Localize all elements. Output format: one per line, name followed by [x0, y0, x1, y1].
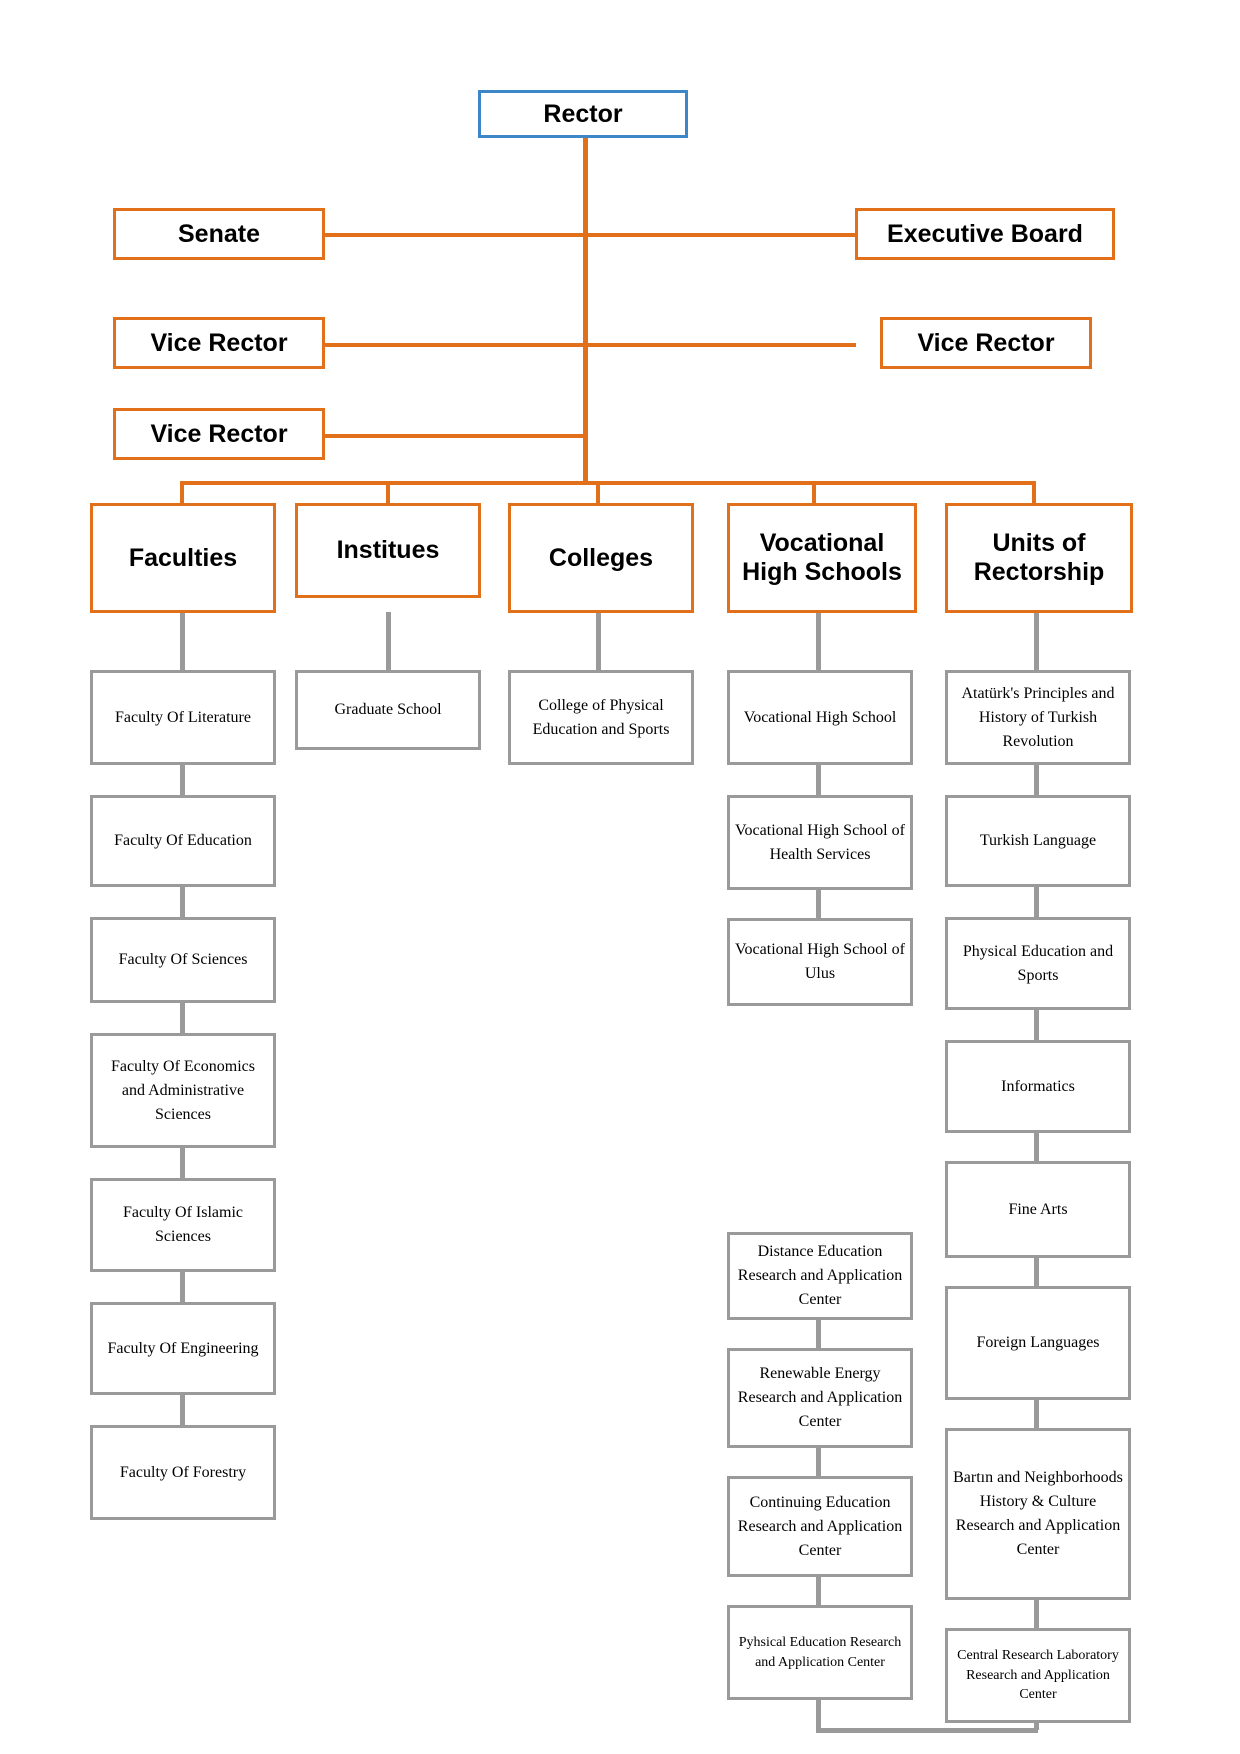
node-faculty-forestry-label: Faculty Of Forestry — [119, 1463, 247, 1481]
node-vocational-health-services[interactable] — [727, 795, 913, 890]
node-faculty-engineering-label: Faculty Of Engineering — [107, 1339, 259, 1357]
node-unit-ataturk-label: Atatürk's Principles and History of Turkish Revolution — [961, 684, 1115, 750]
connector-vocational-3 — [816, 890, 821, 918]
node-center-renewable-energy[interactable] — [727, 1348, 913, 1448]
node-faculty-sciences-label: Faculty Of Sciences — [118, 951, 248, 968]
connector-drop-institues — [386, 481, 390, 503]
connector-faculties-3 — [180, 887, 185, 917]
node-faculty-engineering[interactable] — [90, 1302, 276, 1395]
node-category-colleges[interactable] — [508, 503, 694, 613]
node-center-distance-education-label: Distance Education Research and Application Center — [737, 1243, 903, 1308]
connector-units-6 — [1034, 1258, 1039, 1286]
node-vocational-health-label: Vocational High School of Health Services — [735, 821, 905, 863]
node-college-physical-education-label: College of Physical Education and Sports — [532, 696, 670, 738]
node-vice-rector-3[interactable] — [113, 408, 325, 460]
node-center-distance-education[interactable] — [727, 1232, 913, 1320]
node-center-physical-education[interactable] — [727, 1605, 913, 1700]
node-vocational-high-school[interactable] — [727, 670, 913, 765]
node-category-colleges-label: Colleges — [548, 543, 654, 572]
node-center-renewable-energy-label: Renewable Energy Research and Application Center — [737, 1365, 903, 1430]
node-unit-central-research-label: Central Research Laboratory Research and Application Center — [957, 1648, 1119, 1703]
node-vice-rector-3-label: Vice Rector — [150, 419, 288, 448]
node-unit-physical-education-sports[interactable] — [945, 917, 1131, 1010]
connector-units-2 — [1034, 765, 1039, 795]
connector-centers-4 — [816, 1700, 821, 1730]
connector-faculties-4 — [180, 1003, 185, 1033]
node-unit-turkish-language-label: Turkish Language — [979, 832, 1097, 849]
node-vocational-ulus[interactable] — [727, 918, 913, 1006]
node-faculty-education[interactable] — [90, 795, 276, 887]
connector-units-3 — [1034, 887, 1039, 917]
connector-drop-vocational — [812, 481, 816, 503]
connector-faculties-7 — [180, 1395, 185, 1425]
node-faculty-economics-label: Faculty Of Economics and Administrative Sciences — [111, 1057, 255, 1123]
node-faculty-literature-label: Faculty Of Literature — [115, 708, 251, 726]
node-unit-physical-education-label: Physical Education and Sports — [962, 942, 1114, 984]
node-category-vocational-high-schools[interactable] — [727, 503, 917, 613]
connector-units-5 — [1034, 1133, 1039, 1161]
node-college-physical-education[interactable] — [508, 670, 694, 765]
node-unit-informatics-label: Informatics — [1001, 1077, 1075, 1095]
node-category-vocational-label: Vocational High Schools — [742, 529, 902, 586]
node-faculty-economics[interactable] — [90, 1033, 276, 1148]
node-faculty-literature[interactable] — [90, 670, 276, 765]
connector-units-7 — [1034, 1400, 1039, 1428]
node-senate[interactable] — [113, 208, 325, 260]
node-executive-board[interactable] — [855, 208, 1115, 260]
connector-vicerector-row2 — [290, 434, 586, 438]
node-unit-ataturk-principles[interactable] — [945, 670, 1131, 765]
node-vocational-ulus-label: Vocational High School of Ulus — [735, 941, 905, 982]
connector-drop-units — [1032, 481, 1036, 503]
connector-drop-colleges — [596, 481, 600, 503]
node-category-units-of-rectorship[interactable] — [945, 503, 1133, 613]
node-category-institues-label: Institues — [336, 536, 440, 565]
connector-centers-1 — [816, 1320, 821, 1348]
node-category-units-label: Units of Rectorship — [973, 529, 1105, 586]
node-unit-bartin-label: Bartın and Neighborhoods History & Culture Research and Application Center — [953, 1469, 1123, 1558]
connector-category-bar — [180, 481, 1036, 485]
connector-vocational-2 — [816, 765, 821, 795]
node-faculty-forestry[interactable] — [90, 1425, 276, 1520]
node-graduate-school-label: Graduate School — [334, 701, 442, 718]
node-center-physical-education-label: Pyhsical Education Research and Application Center — [738, 1634, 902, 1670]
node-unit-fine-arts[interactable] — [945, 1161, 1131, 1258]
connector-centers-2 — [816, 1448, 821, 1476]
connector-units-1 — [1034, 612, 1039, 670]
connector-vocational-1 — [816, 612, 821, 670]
connector-bottom-bar — [816, 1728, 1038, 1733]
connector-rector-spine — [583, 134, 588, 484]
node-vice-rector-2-label: Vice Rector — [917, 328, 1055, 357]
node-senate-label: Senate — [178, 219, 260, 248]
node-faculty-education-label: Faculty Of Education — [114, 832, 252, 849]
connector-faculties-1 — [180, 612, 185, 670]
node-vice-rector-1[interactable] — [113, 317, 325, 369]
node-category-institues[interactable] — [295, 503, 481, 598]
node-faculty-islamic-sciences[interactable] — [90, 1178, 276, 1272]
connector-institues-1 — [386, 612, 391, 670]
node-graduate-school[interactable] — [295, 670, 481, 750]
connector-units-4 — [1034, 1010, 1039, 1040]
connector-drop-faculties — [180, 481, 184, 503]
connector-vicerector-row1 — [290, 343, 856, 347]
node-executive-board-label: Executive Board — [887, 219, 1083, 248]
connector-centers-3 — [816, 1577, 821, 1605]
node-vice-rector-2[interactable] — [880, 317, 1092, 369]
node-unit-turkish-language[interactable] — [945, 795, 1131, 887]
node-rector-label: Rector — [543, 99, 623, 128]
connector-colleges-1 — [596, 612, 601, 670]
node-faculty-sciences[interactable] — [90, 917, 276, 1003]
node-unit-fine-arts-label: Fine Arts — [1008, 1200, 1068, 1218]
node-unit-foreign-languages[interactable] — [945, 1286, 1131, 1400]
node-center-continuing-education-label: Continuing Education Research and Application Center — [737, 1493, 903, 1559]
node-category-faculties-label: Faculties — [128, 543, 238, 572]
node-center-continuing-education[interactable] — [727, 1476, 913, 1577]
node-faculty-islamic-label: Faculty Of Islamic Sciences — [123, 1204, 243, 1245]
node-unit-foreign-languages-label: Foreign Languages — [976, 1334, 1100, 1351]
node-vice-rector-1-label: Vice Rector — [150, 328, 288, 357]
node-vocational-high-school-label: Vocational High School — [743, 708, 897, 726]
connector-faculties-2 — [180, 765, 185, 795]
node-unit-bartin-history-culture[interactable] — [945, 1428, 1131, 1600]
node-unit-informatics[interactable] — [945, 1040, 1131, 1133]
node-category-faculties[interactable] — [90, 503, 276, 613]
node-rector[interactable] — [478, 90, 688, 138]
connector-faculties-5 — [180, 1148, 185, 1178]
connector-units-8 — [1034, 1600, 1039, 1628]
connector-senate-executive — [293, 233, 858, 237]
node-unit-central-research-laboratory[interactable] — [945, 1628, 1131, 1723]
connector-faculties-6 — [180, 1272, 185, 1302]
